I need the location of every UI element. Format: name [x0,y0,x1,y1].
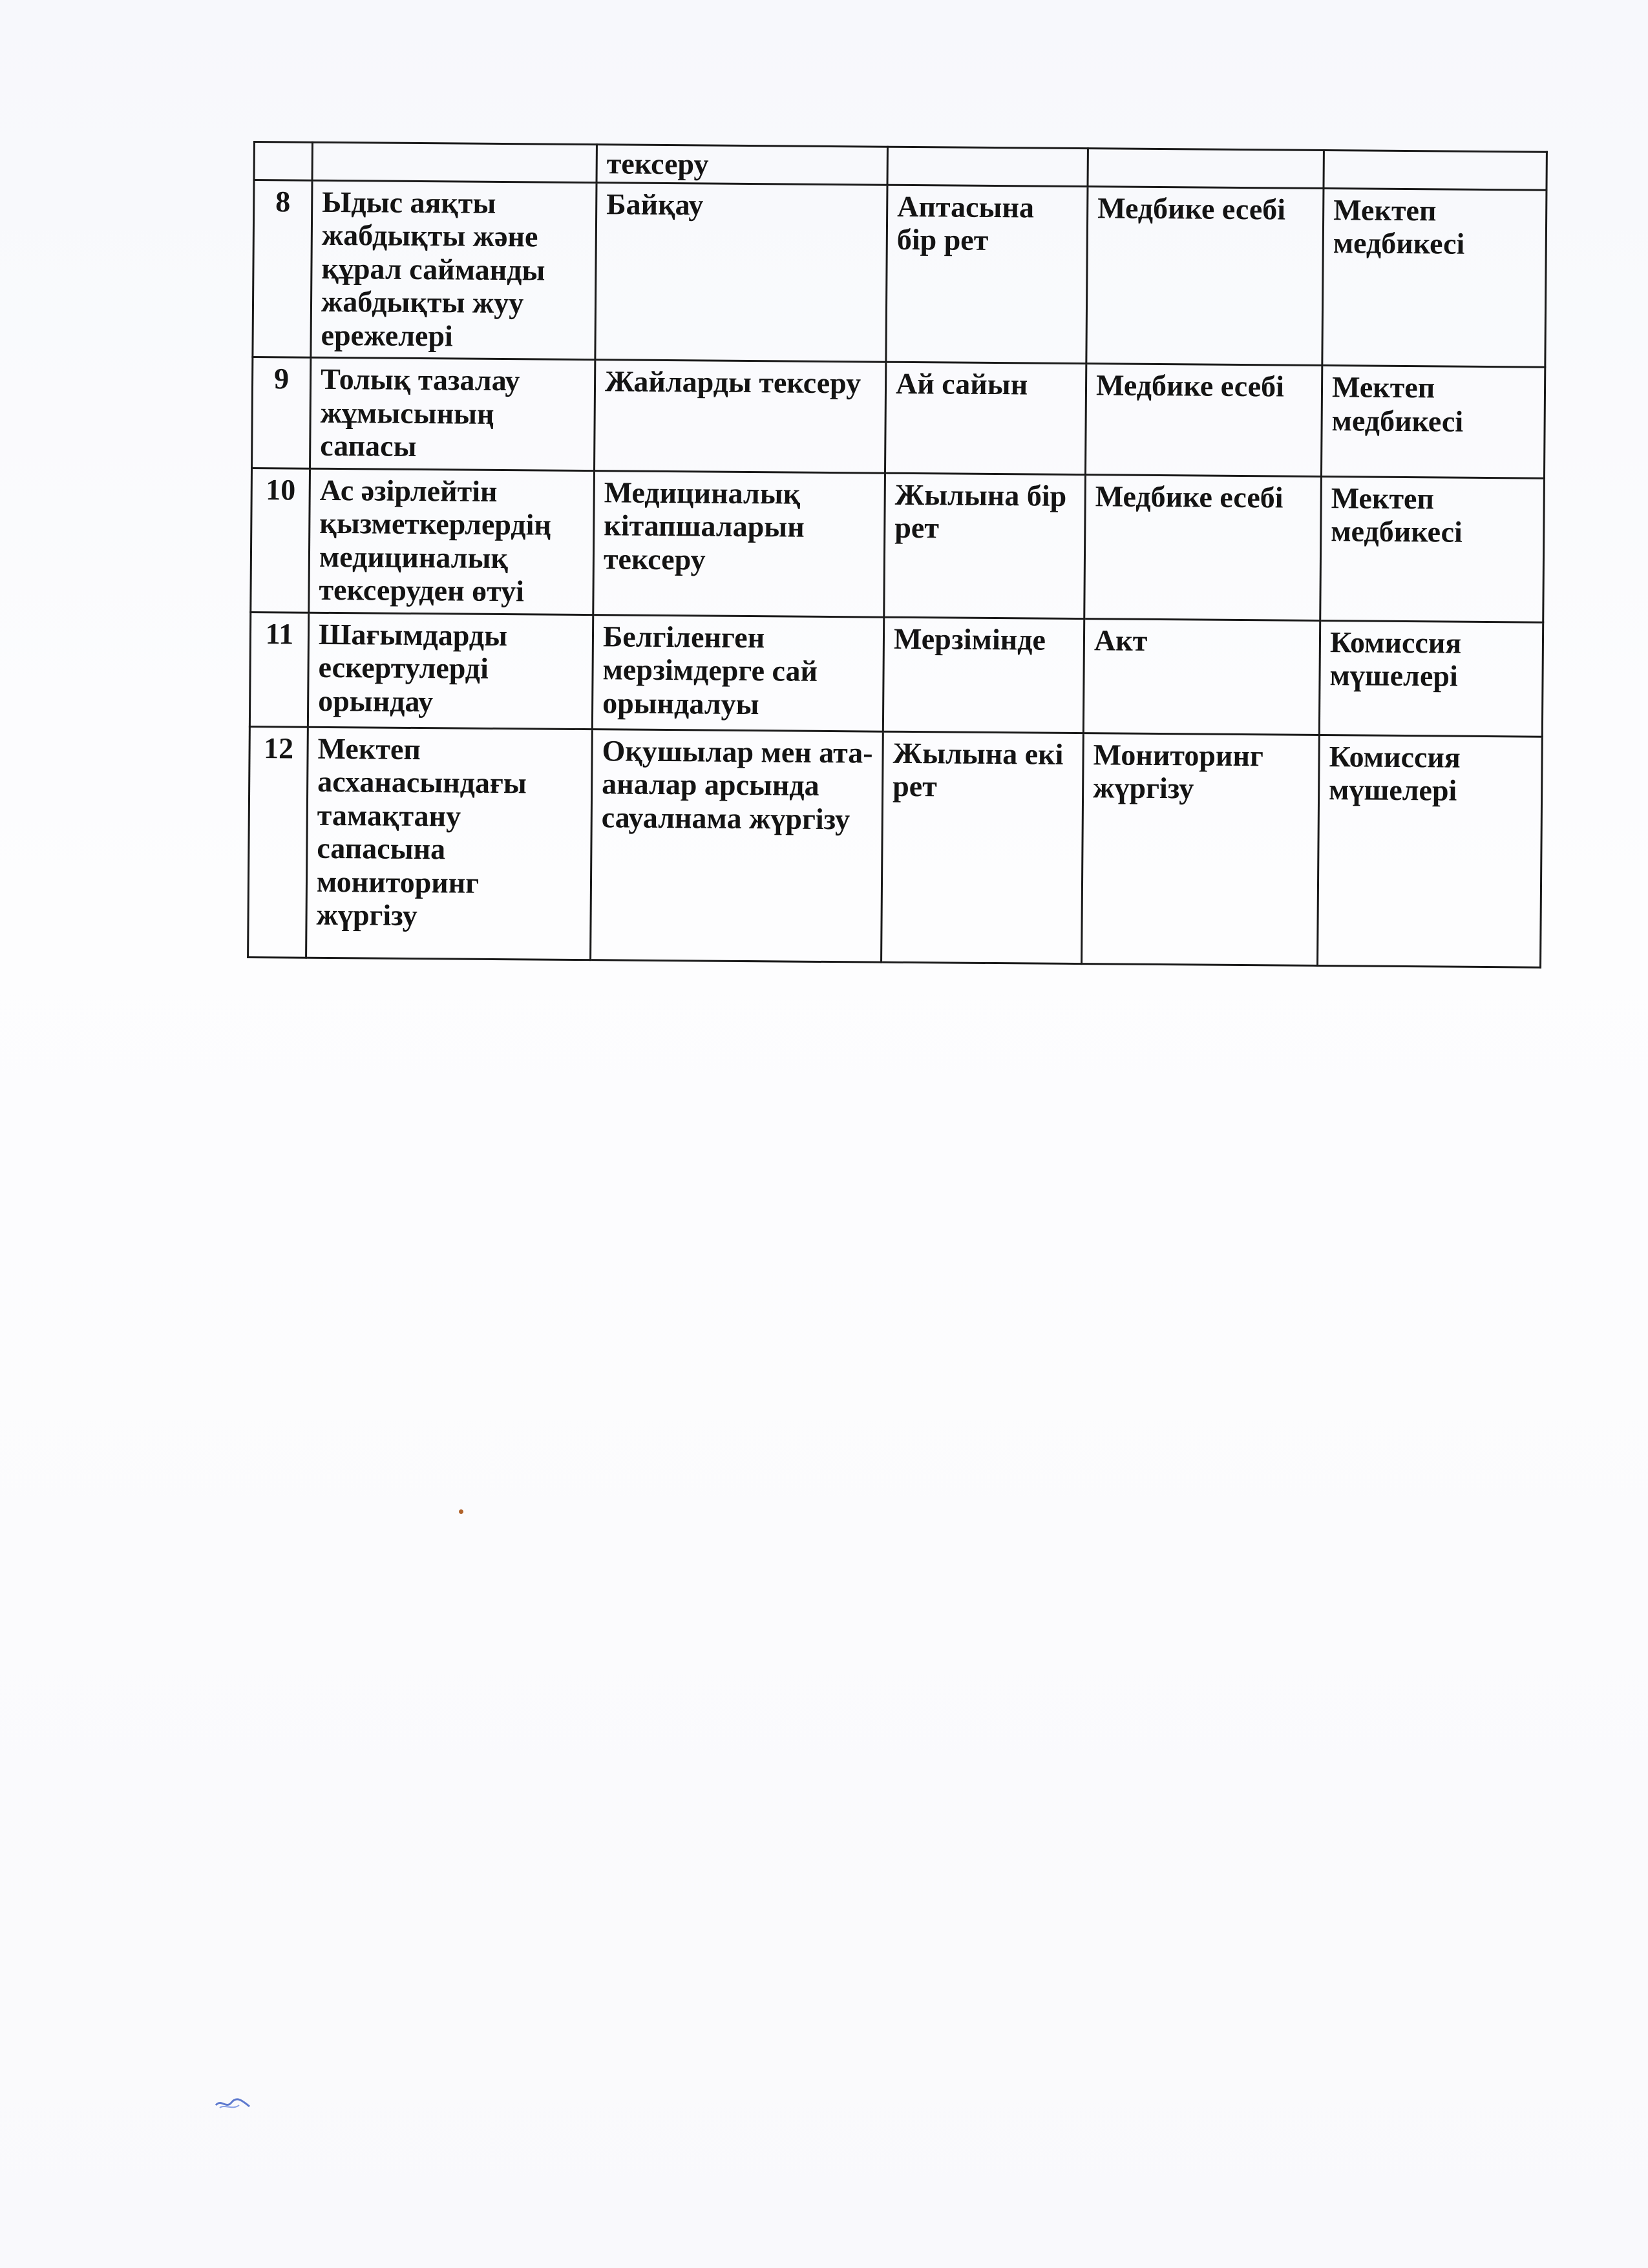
row-result: Акт [1083,618,1320,735]
row-responsible: Мектеп медбикесі [1320,476,1545,622]
schedule-table [247,141,1548,968]
row-topic: Ас әзірлейтін қызметкерлердің медициналық тексеруден өтуі [309,468,595,615]
inspection-plan-table [247,141,1546,968]
row-topic: Ыдыс аяқты жабдықты және құрал сайманды жабдықты жуу ережелері [311,180,597,360]
row-topic: Мектеп асханасындағы тамақтану сапасына мониторинг жүргізу [306,727,593,960]
row-result: Медбике есебі [1084,474,1322,620]
row-method: Медициналық кітапшаларын тексеру [593,470,885,617]
row-result: Медбике есебі [1085,364,1322,476]
row-frequency: Жылына бір рет [884,473,1086,618]
table-row [252,357,1545,478]
table-row [249,612,1543,737]
row-method: Байқау [595,182,887,362]
row-method: Оқушылар мен ата-аналар арсында сауалнама жүргізу [591,729,883,962]
table-row [251,468,1545,622]
row-topic: Шағымдарды ескертулерді орындау [308,613,593,729]
table-row [248,726,1543,967]
table-row [253,180,1547,367]
cell-num [254,142,312,180]
row-number: 9 [252,357,311,468]
scan-speck [459,1509,463,1514]
cell-frequency [887,147,1088,186]
row-number: 8 [253,180,312,357]
row-method: Белгіленген мерзімдерге сай орындалуы [592,614,883,731]
row-number: 10 [251,468,310,613]
row-result: Мониторинг жүргізу [1082,733,1320,965]
row-frequency: Мерзімінде [883,617,1084,733]
row-responsible: Мектеп медбикесі [1321,366,1545,478]
ink-mark [213,2094,252,2113]
row-number: 12 [248,726,308,958]
cell-responsible [1324,151,1547,190]
cell-topic [312,142,597,182]
row-responsible: Мектеп медбикесі [1322,188,1547,367]
row-responsible: Комиссия мүшелері [1318,735,1543,967]
cell-result [1088,149,1324,188]
row-frequency: Жылына екі рет [882,731,1084,963]
row-result: Медбике есебі [1086,186,1324,365]
row-frequency: Аптасына бір рет [886,185,1088,364]
row-number: 11 [249,612,308,727]
row-topic: Толық тазалау жұмысының сапасы [310,357,595,470]
row-method: Жайларды тексеру [595,360,886,473]
row-responsible: Комиссия мүшелері [1319,620,1543,737]
row-frequency: Ай сайын [885,362,1086,474]
cell-method: тексеру [597,145,887,185]
